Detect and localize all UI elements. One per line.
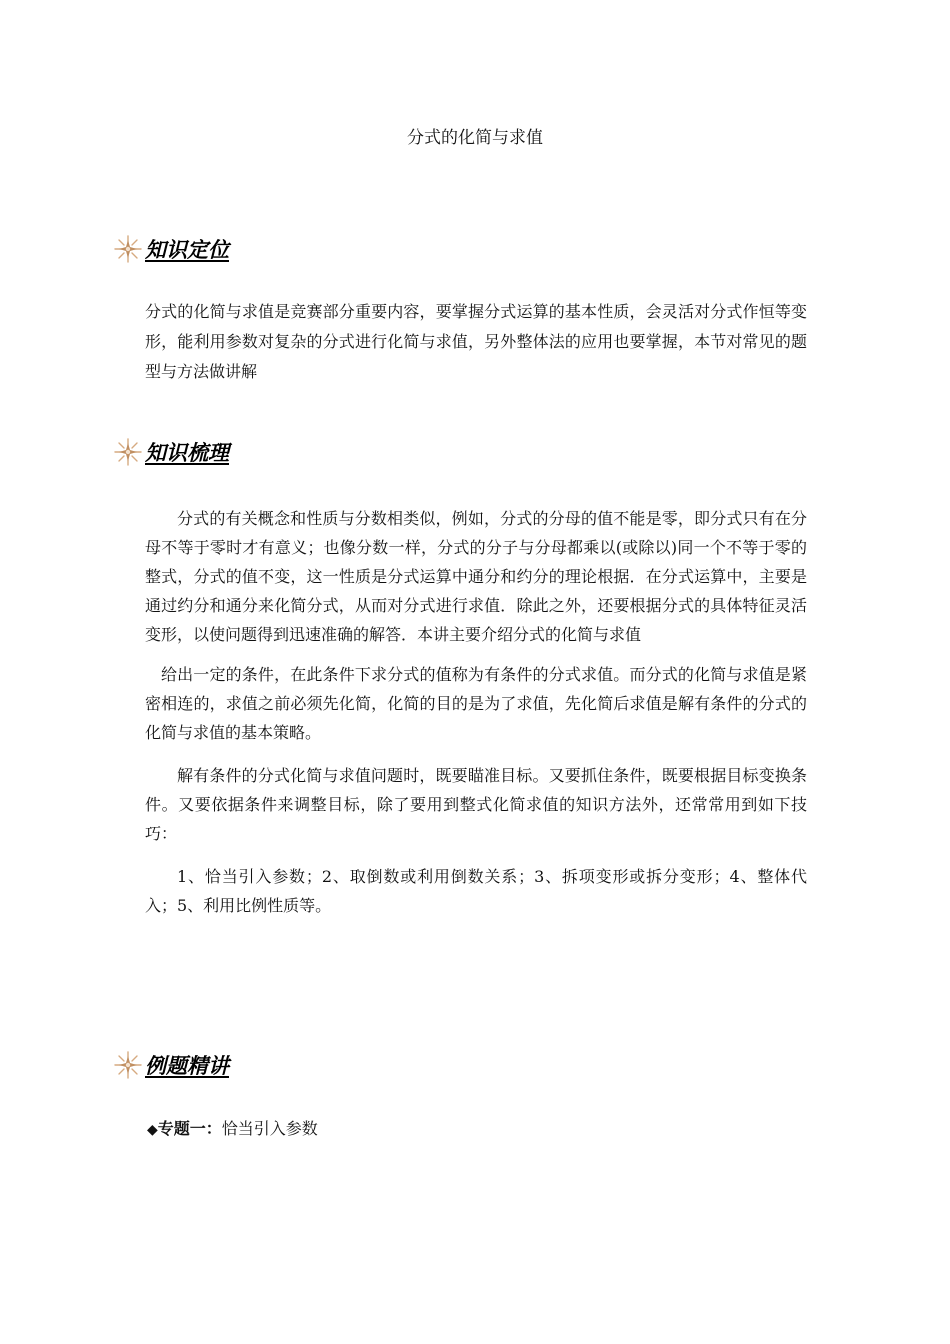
knowledge-review-paragraph-4: 1、恰当引入参数；2、取倒数或利用倒数关系；3、拆项变形或拆分变形；4、整体代入；5、利用比例性质等。 bbox=[145, 867, 807, 915]
section-title: 知识定位 bbox=[145, 238, 229, 262]
topic-label: 专题一： bbox=[157, 1119, 222, 1138]
diamond-bullet-icon: ◆ bbox=[147, 1122, 158, 1138]
knowledge-review-paragraph-3: 解有条件的分式化简与求值问题时，既要瞄准目标。又要抓住条件，既要根据目标变换条件。又要依据条件来调整目标，除了要用到整式化简求值的知识方法外，还常常用到如下技巧： bbox=[145, 766, 807, 843]
topic-heading bbox=[147, 1116, 318, 1143]
knowledge-review-paragraph-2: 给出一定的条件，在此条件下求分式的值称为有条件的分式求值。而分式的化简与求值是紧密相连的，求值之前必须先化简，化简的目的是为了求值，先化简后求值是解有条件的分式的化简与求值的基本策略。 bbox=[145, 665, 807, 742]
sparkle-icon bbox=[112, 436, 144, 468]
section-title: 知识梳理 bbox=[145, 441, 229, 465]
knowledge-review-paragraph-1: 分式的有关概念和性质与分数相类似，例如，分式的分母的值不能是零，即分式只有在分母不等于零时才有意义；也像分数一样，分式的分子与分母都乘以(或除以)同一个不等于零的整式，分式的值不变，这一性质是分式运算中通分和约分的理论根据．在分式运算中，主要是通过约分和通分来化简分式，从而对分式进行求值．除此之外，还要根据分式的具体特征灵活变形，以使问题得到迅速准确的解答．本讲主要介绍分式的化简与求值 bbox=[145, 509, 807, 644]
section-heading-knowledge-position bbox=[112, 232, 229, 266]
topic-text: 恰当引入参数 bbox=[221, 1119, 318, 1138]
sparkle-icon bbox=[112, 1049, 144, 1081]
section-title: 例题精讲 bbox=[145, 1054, 229, 1078]
section-heading-knowledge-review bbox=[112, 435, 229, 469]
section-heading-examples bbox=[112, 1048, 229, 1082]
sparkle-icon bbox=[112, 233, 144, 265]
document-title: 分式的化简与求值 bbox=[407, 128, 543, 148]
knowledge-position-paragraph: 分式的化简与求值是竞赛部分重要内容，要掌握分式运算的基本性质，会灵活对分式作恒等变形，能利用参数对复杂的分式进行化简与求值，另外整体法的应用也要掌握，本节对常见的题型与方法做讲解 bbox=[145, 302, 807, 381]
